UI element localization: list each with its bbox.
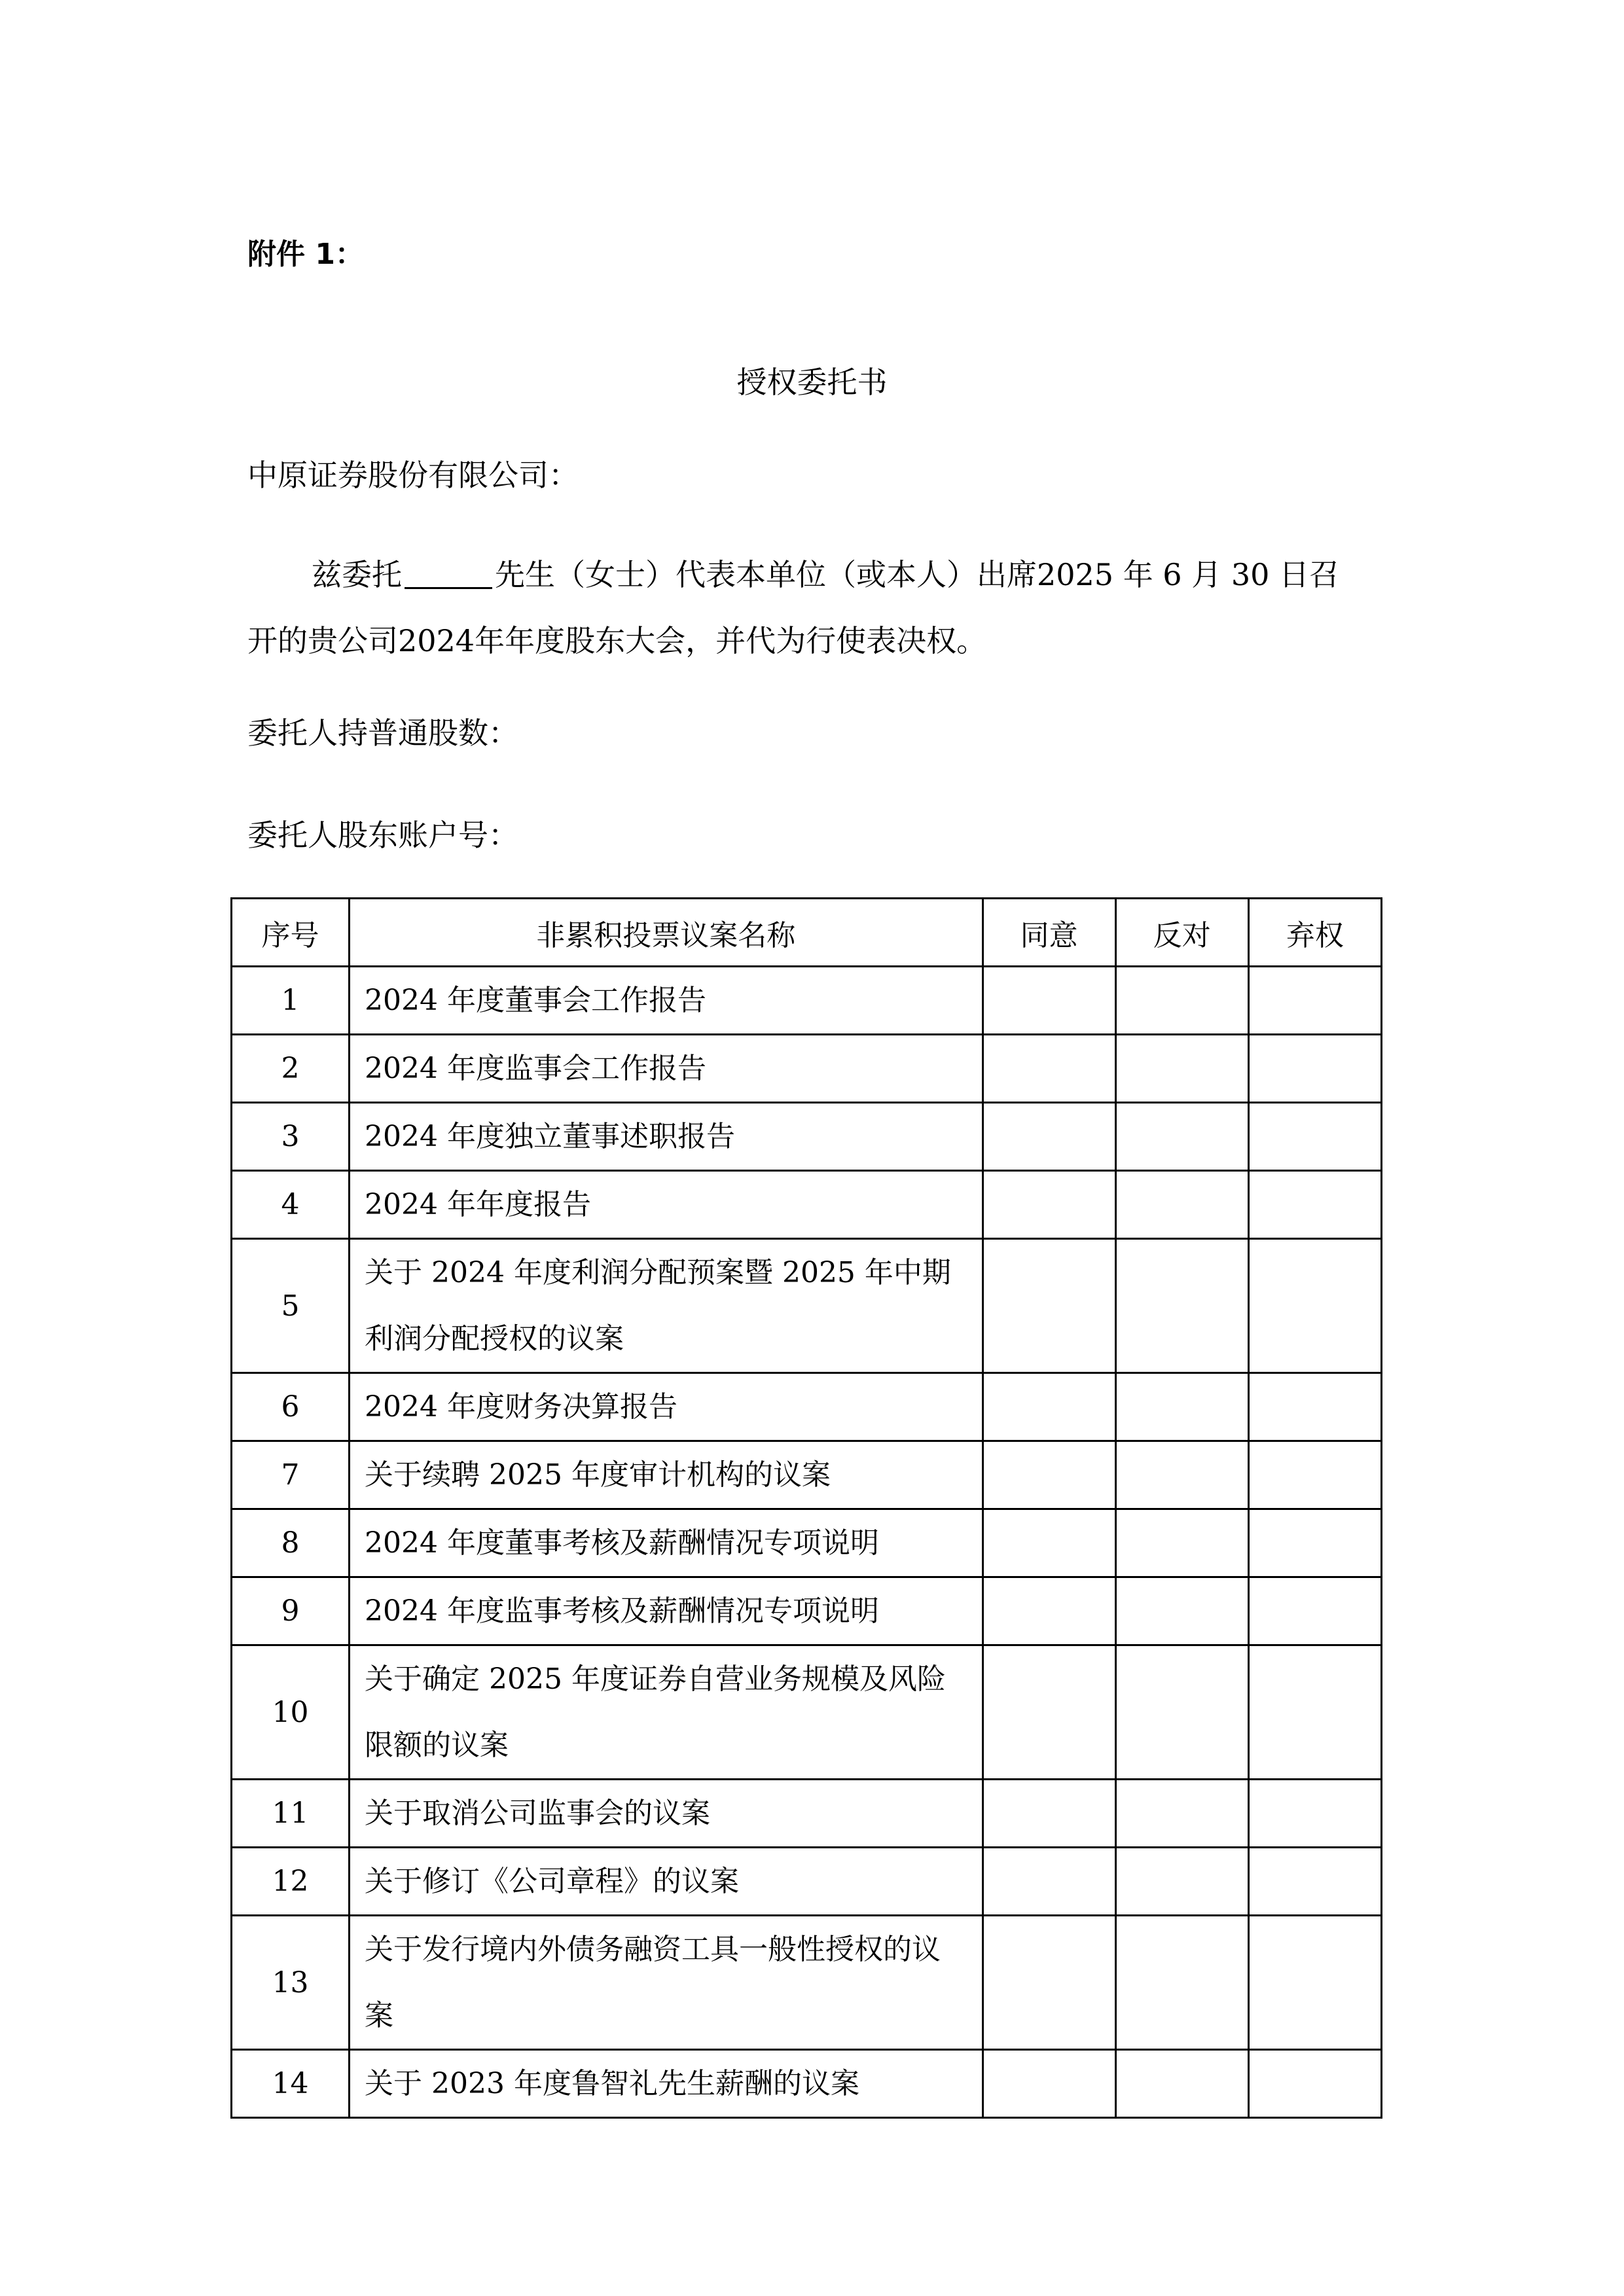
proposal-name-text: 2024 年年度报告 bbox=[365, 1188, 591, 1221]
vote-abstain-cell[interactable] bbox=[1248, 1645, 1381, 1780]
table-body bbox=[232, 967, 1382, 2118]
vote-agree-cell[interactable] bbox=[983, 1577, 1115, 1645]
proxy-name-blank[interactable] bbox=[405, 561, 492, 589]
proposal-name bbox=[350, 1509, 983, 1577]
proposal-number: 1 bbox=[232, 967, 350, 1035]
vote-agree-cell[interactable] bbox=[983, 2050, 1115, 2118]
header-abstain: 弃权 bbox=[1248, 899, 1381, 967]
table-row bbox=[232, 1171, 1382, 1239]
vote-oppose-cell[interactable] bbox=[1115, 1848, 1248, 1916]
proposal-name-text: 2024 年度董事考核及薪酬情况专项说明 bbox=[365, 1526, 879, 1560]
vote-abstain-cell[interactable] bbox=[1248, 967, 1381, 1035]
proposal-number: 5 bbox=[232, 1239, 350, 1373]
vote-abstain-cell[interactable] bbox=[1248, 1035, 1381, 1103]
proposal-number: 7 bbox=[232, 1441, 350, 1509]
table-row bbox=[232, 1848, 1382, 1916]
vote-agree-cell[interactable] bbox=[983, 1509, 1115, 1577]
voting-table bbox=[230, 897, 1382, 2119]
table-row bbox=[232, 2050, 1382, 2118]
vote-oppose-cell[interactable] bbox=[1115, 1035, 1248, 1103]
paragraph-line-1 bbox=[247, 542, 1386, 608]
vote-agree-cell[interactable] bbox=[983, 967, 1115, 1035]
proposal-number: 3 bbox=[232, 1103, 350, 1171]
vote-abstain-cell[interactable] bbox=[1248, 1171, 1381, 1239]
table-row bbox=[232, 1577, 1382, 1645]
vote-oppose-cell[interactable] bbox=[1115, 1239, 1248, 1373]
table-row bbox=[232, 1373, 1382, 1441]
table-row bbox=[232, 1780, 1382, 1848]
header-proposal-name: 非累积投票议案名称 bbox=[350, 899, 983, 967]
proposal-name bbox=[350, 1373, 983, 1441]
proposal-name bbox=[350, 1171, 983, 1239]
proposal-number: 9 bbox=[232, 1577, 350, 1645]
vote-oppose-cell[interactable] bbox=[1115, 2050, 1248, 2118]
vote-agree-cell[interactable] bbox=[983, 1103, 1115, 1171]
vote-abstain-cell[interactable] bbox=[1248, 1577, 1381, 1645]
shares-field-label: 委托人持普通股数： bbox=[247, 715, 518, 751]
vote-agree-cell[interactable] bbox=[983, 1171, 1115, 1239]
proposal-name bbox=[350, 2050, 983, 2118]
proposal-number: 8 bbox=[232, 1509, 350, 1577]
account-field-label: 委托人股东账户号： bbox=[247, 817, 518, 853]
proposal-name bbox=[350, 1916, 983, 2050]
vote-abstain-cell[interactable] bbox=[1248, 1103, 1381, 1171]
vote-agree-cell[interactable] bbox=[983, 1239, 1115, 1373]
proposal-number: 13 bbox=[232, 1916, 350, 2050]
vote-abstain-cell[interactable] bbox=[1248, 1848, 1381, 1916]
proposal-number: 11 bbox=[232, 1780, 350, 1848]
vote-abstain-cell[interactable] bbox=[1248, 2050, 1381, 2118]
table-row bbox=[232, 1916, 1382, 2050]
proposal-name bbox=[350, 967, 983, 1035]
vote-oppose-cell[interactable] bbox=[1115, 1171, 1248, 1239]
vote-agree-cell[interactable] bbox=[983, 1645, 1115, 1780]
attachment-label: 附件 1： bbox=[247, 238, 364, 271]
proposal-name-text: 关于 2023 年度鲁智礼先生薪酬的议案 bbox=[365, 2067, 859, 2100]
table-row bbox=[232, 1509, 1382, 1577]
proposal-name bbox=[350, 1645, 983, 1780]
table-row bbox=[232, 967, 1382, 1035]
vote-oppose-cell[interactable] bbox=[1115, 1577, 1248, 1645]
proposal-number: 2 bbox=[232, 1035, 350, 1103]
vote-oppose-cell[interactable] bbox=[1115, 1780, 1248, 1848]
vote-abstain-cell[interactable] bbox=[1248, 1441, 1381, 1509]
proposal-number: 4 bbox=[232, 1171, 350, 1239]
vote-oppose-cell[interactable] bbox=[1115, 1103, 1248, 1171]
proposal-name-text: 关于续聘 2025 年度审计机构的议案 bbox=[365, 1458, 831, 1492]
proposal-name-text: 关于确定 2025 年度证券自营业务规模及风险限额的议案 bbox=[365, 1662, 946, 1762]
header-number: 序号 bbox=[232, 899, 350, 967]
proposal-name-text: 2024 年度独立董事述职报告 bbox=[365, 1120, 735, 1153]
vote-agree-cell[interactable] bbox=[983, 1780, 1115, 1848]
proposal-name-text: 2024 年度监事会工作报告 bbox=[365, 1052, 706, 1085]
proposal-name bbox=[350, 1441, 983, 1509]
paragraph-line-2: 开的贵公司2024年年度股东大会，并代为行使表决权。 bbox=[247, 623, 987, 658]
vote-abstain-cell[interactable] bbox=[1248, 1509, 1381, 1577]
table-row bbox=[232, 1441, 1382, 1509]
table-row bbox=[232, 1035, 1382, 1103]
paragraph-text-start: 兹委托 bbox=[312, 557, 402, 592]
vote-agree-cell[interactable] bbox=[983, 1373, 1115, 1441]
vote-abstain-cell[interactable] bbox=[1248, 1780, 1381, 1848]
document-title: 授权委托书 bbox=[736, 365, 888, 400]
proposal-name bbox=[350, 1035, 983, 1103]
proposal-number: 6 bbox=[232, 1373, 350, 1441]
vote-agree-cell[interactable] bbox=[983, 1441, 1115, 1509]
vote-oppose-cell[interactable] bbox=[1115, 1916, 1248, 2050]
vote-oppose-cell[interactable] bbox=[1115, 1373, 1248, 1441]
vote-agree-cell[interactable] bbox=[983, 1035, 1115, 1103]
authorization-paragraph bbox=[247, 542, 1386, 674]
vote-agree-cell[interactable] bbox=[983, 1848, 1115, 1916]
vote-abstain-cell[interactable] bbox=[1248, 1239, 1381, 1373]
proposal-name bbox=[350, 1780, 983, 1848]
proposal-number: 14 bbox=[232, 2050, 350, 2118]
vote-oppose-cell[interactable] bbox=[1115, 1645, 1248, 1780]
proposal-name bbox=[350, 1239, 983, 1373]
vote-oppose-cell[interactable] bbox=[1115, 1509, 1248, 1577]
addressee: 中原证券股份有限公司： bbox=[247, 457, 579, 493]
table-row bbox=[232, 1645, 1382, 1780]
proposal-name bbox=[350, 1848, 983, 1916]
table-header-row bbox=[232, 899, 1382, 967]
vote-oppose-cell[interactable] bbox=[1115, 967, 1248, 1035]
header-agree: 同意 bbox=[983, 899, 1115, 967]
proposal-name-text: 关于修订《公司章程》的议案 bbox=[365, 1865, 740, 1898]
header-oppose: 反对 bbox=[1115, 899, 1248, 967]
proposal-name bbox=[350, 1577, 983, 1645]
vote-abstain-cell[interactable] bbox=[1248, 1373, 1381, 1441]
proposal-name bbox=[350, 1103, 983, 1171]
proposal-name-text: 关于 2024 年度利润分配预案暨 2025 年中期利润分配授权的议案 bbox=[365, 1256, 951, 1355]
vote-oppose-cell[interactable] bbox=[1115, 1441, 1248, 1509]
proposal-name-text: 关于发行境内外债务融资工具一般性授权的议案 bbox=[365, 1933, 941, 2032]
proposal-number: 12 bbox=[232, 1848, 350, 1916]
proposal-name-text: 2024 年度董事会工作报告 bbox=[365, 984, 706, 1017]
vote-agree-cell[interactable] bbox=[983, 1916, 1115, 2050]
proposal-number: 10 bbox=[232, 1645, 350, 1780]
vote-abstain-cell[interactable] bbox=[1248, 1916, 1381, 2050]
table-row bbox=[232, 1103, 1382, 1171]
table-row bbox=[232, 1239, 1382, 1373]
proposal-name-text: 关于取消公司监事会的议案 bbox=[365, 1797, 711, 1830]
paragraph-text-rest: 先生（女士）代表本单位（或本人）出席2025 年 6 月 30 日召 bbox=[495, 557, 1339, 592]
proposal-name-text: 2024 年度财务决算报告 bbox=[365, 1390, 677, 1424]
proposal-name-text: 2024 年度监事考核及薪酬情况专项说明 bbox=[365, 1594, 879, 1628]
